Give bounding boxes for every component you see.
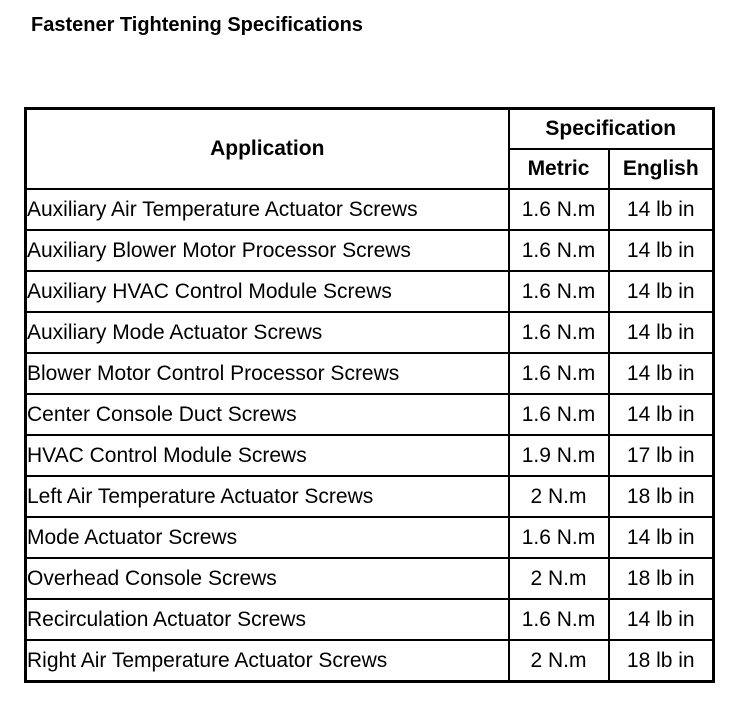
page-title: Fastener Tightening Specifications: [31, 14, 363, 36]
english-cell: 18 lb in: [609, 476, 714, 517]
table-row: [26, 599, 714, 640]
english-cell: 14 lb in: [609, 353, 714, 394]
table-row: [26, 230, 714, 271]
metric-cell: 1.6 N.m: [509, 271, 609, 312]
fastener-spec-table: [24, 107, 715, 683]
application-cell: Left Air Temperature Actuator Screws: [26, 476, 509, 517]
english-cell: 14 lb in: [609, 517, 714, 558]
table-row: [26, 312, 714, 353]
english-cell: 14 lb in: [609, 230, 714, 271]
table-row: [26, 558, 714, 599]
header-specification: Specification: [509, 109, 714, 150]
metric-cell: 2 N.m: [509, 640, 609, 682]
header-metric: Metric: [509, 149, 609, 189]
application-cell: Center Console Duct Screws: [26, 394, 509, 435]
table-row: [26, 435, 714, 476]
application-cell: HVAC Control Module Screws: [26, 435, 509, 476]
header-english: English: [609, 149, 714, 189]
application-cell: Recirculation Actuator Screws: [26, 599, 509, 640]
metric-cell: 1.6 N.m: [509, 353, 609, 394]
application-cell: Auxiliary HVAC Control Module Screws: [26, 271, 509, 312]
table-row: [26, 189, 714, 230]
application-cell: Right Air Temperature Actuator Screws: [26, 640, 509, 682]
metric-cell: 1.6 N.m: [509, 394, 609, 435]
english-cell: 17 lb in: [609, 435, 714, 476]
table-header: [26, 109, 714, 190]
application-cell: Mode Actuator Screws: [26, 517, 509, 558]
metric-cell: 1.9 N.m: [509, 435, 609, 476]
application-cell: Auxiliary Blower Motor Processor Screws: [26, 230, 509, 271]
application-cell: Auxiliary Mode Actuator Screws: [26, 312, 509, 353]
table-row: [26, 476, 714, 517]
english-cell: 18 lb in: [609, 640, 714, 682]
metric-cell: 1.6 N.m: [509, 517, 609, 558]
english-cell: 14 lb in: [609, 271, 714, 312]
english-cell: 18 lb in: [609, 558, 714, 599]
table-row: [26, 640, 714, 682]
application-cell: Overhead Console Screws: [26, 558, 509, 599]
header-row-top: [26, 109, 714, 150]
header-application: Application: [26, 109, 509, 190]
metric-cell: 2 N.m: [509, 476, 609, 517]
application-cell: Blower Motor Control Processor Screws: [26, 353, 509, 394]
metric-cell: 1.6 N.m: [509, 599, 609, 640]
metric-cell: 1.6 N.m: [509, 230, 609, 271]
english-cell: 14 lb in: [609, 189, 714, 230]
table-row: [26, 271, 714, 312]
english-cell: 14 lb in: [609, 394, 714, 435]
table-row: [26, 517, 714, 558]
application-cell: Auxiliary Air Temperature Actuator Screws: [26, 189, 509, 230]
table-body: [26, 189, 714, 682]
metric-cell: 1.6 N.m: [509, 312, 609, 353]
table-row: [26, 394, 714, 435]
metric-cell: 1.6 N.m: [509, 189, 609, 230]
metric-cell: 2 N.m: [509, 558, 609, 599]
english-cell: 14 lb in: [609, 312, 714, 353]
table-row: [26, 353, 714, 394]
english-cell: 14 lb in: [609, 599, 714, 640]
